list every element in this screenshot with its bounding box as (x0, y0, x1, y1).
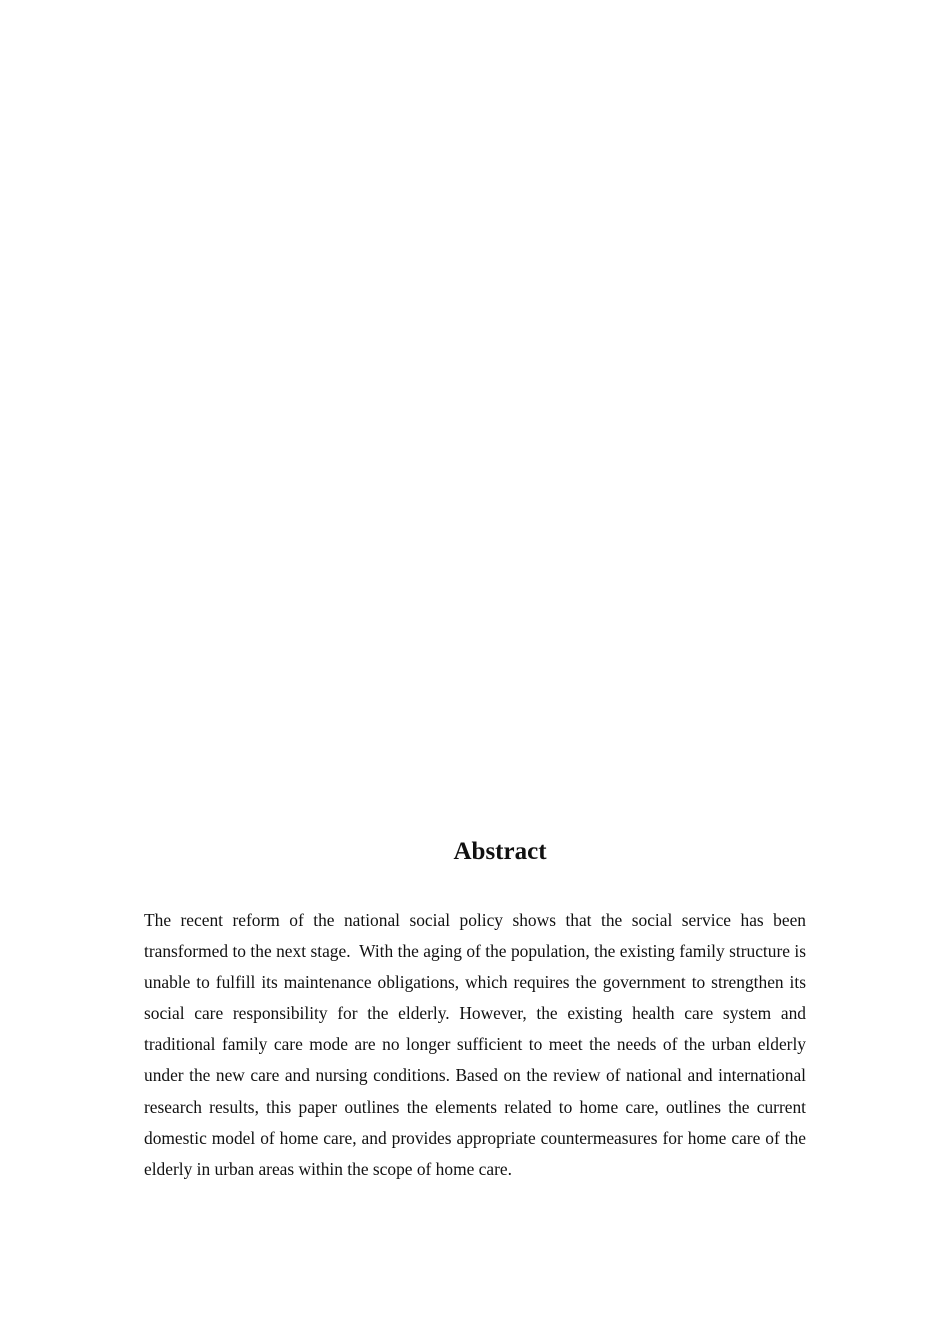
abstract-section (144, 836, 811, 1185)
abstract-paragraph: The recent reform of the national social policy shows that the social service has been transformed to the next stage. With the aging of the population, the existing family structure is unable to fulfill its maintenance obligations, which requires the government to strengthen its social care responsibility for the elderly. However, the existing health care system and traditional family care mode are no longer sufficient to meet the needs of the urban elderly under the new care and nursing conditions. Based on the review of national and international research results, this paper outlines the elements related to home care, outlines the current domestic model of home care, and provides appropriate countermeasures for home care of the elderly in urban areas within the scope of home care. (144, 910, 811, 1179)
abstract-heading: Abstract (453, 838, 547, 865)
